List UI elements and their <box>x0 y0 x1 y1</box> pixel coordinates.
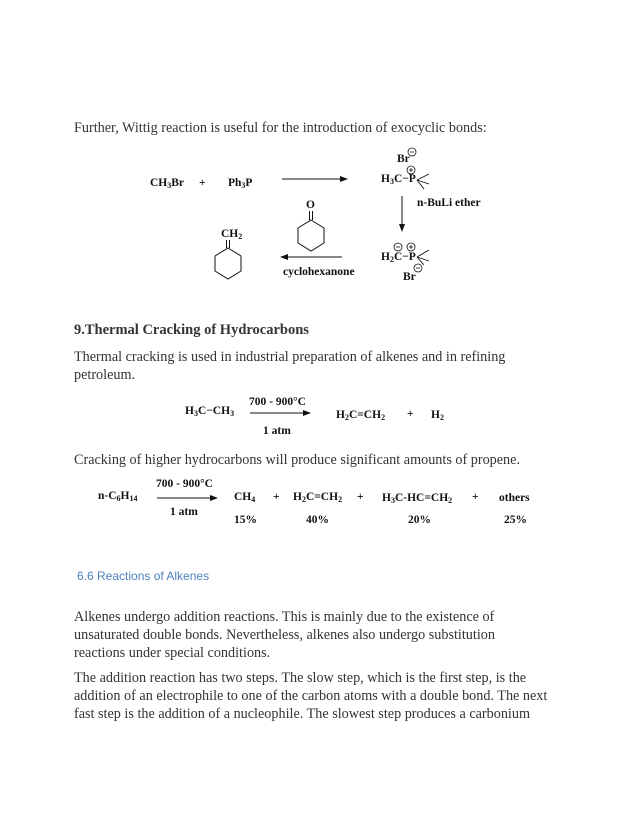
others: others <box>499 492 530 504</box>
hexane: $n-C_6H_{14}$ <box>98 490 138 503</box>
ketone-oxygen: O <box>306 199 315 211</box>
condition-temperature: 700 - 900°C <box>156 478 213 490</box>
condition-pressure: 1 atm <box>170 506 198 518</box>
ethane: $H_3C-CH_3$ <box>185 405 235 418</box>
salt-bromide-anion: Br <box>397 153 410 165</box>
intro-paragraph: Further, Wittig reaction is useful for the introduction of exocyclic bonds: <box>74 120 487 136</box>
ylide-bromide-anion: Br <box>403 271 416 283</box>
hydrogen: $H_2$ <box>431 409 444 422</box>
plus-sign: + <box>199 177 206 189</box>
plus-sign: + <box>472 491 479 503</box>
section-heading-reactions-of-alkenes: 6.6 Reactions of Alkenes <box>77 569 210 583</box>
condition-temperature: 700 - 900°C <box>249 396 306 408</box>
ethylene: $H_2C=CH_2$ <box>293 491 343 504</box>
base-label: n-BuLi ether <box>417 197 481 209</box>
condition-pressure: 1 atm <box>263 425 291 437</box>
others-yield: 25% <box>504 514 527 526</box>
reactant-triphenylphosphine: $Ph_3P$ <box>228 177 253 190</box>
alkenes-addition-paragraph: Alkenes undergo addition reactions. This is mainly due to the existence of unsaturated double bonds. Nevertheless, alkenes also undergo substitution reactions under special conditions. <box>74 609 495 661</box>
methane-yield: 15% <box>234 514 257 526</box>
propene-yield: 20% <box>408 514 431 526</box>
cracking-higher-paragraph: Cracking of higher hydrocarbons will produce significant amounts of propene. <box>74 452 520 468</box>
arrowhead <box>210 495 218 501</box>
methane: $CH_4$ <box>234 491 256 504</box>
plus-sign: + <box>357 491 364 503</box>
plus-sign: + <box>407 408 414 420</box>
plus-sign: + <box>273 491 280 503</box>
phosphonium-salt: $H_3C-P$ <box>381 173 416 186</box>
product-methylene: $CH_2$ <box>221 228 243 241</box>
propene: $H_3C-HC=CH_2$ <box>382 492 453 505</box>
addition-steps-paragraph: The addition reaction has two steps. The slow step, which is the first step, is the addition of an electrophile to one of the carbon atoms with a double bond. The next fast step is the addition of a nucleophile. The slowest step produces a carbonium <box>74 670 548 722</box>
ethylene-yield: 40% <box>306 514 329 526</box>
ethylene: $H_2C=CH_2$ <box>336 409 386 422</box>
section-heading-thermal-cracking: 9.Thermal Cracking of Hydrocarbons <box>74 322 309 338</box>
cyclohexanone-label: cyclohexanone <box>283 266 355 278</box>
thermal-cracking-paragraph: Thermal cracking is used in industrial preparation of alkenes and in refining petroleum. <box>74 349 506 383</box>
ylide: $H_2C-P$ <box>381 251 416 264</box>
reactant-methyl-bromide: $CH_3Br$ <box>150 177 185 190</box>
